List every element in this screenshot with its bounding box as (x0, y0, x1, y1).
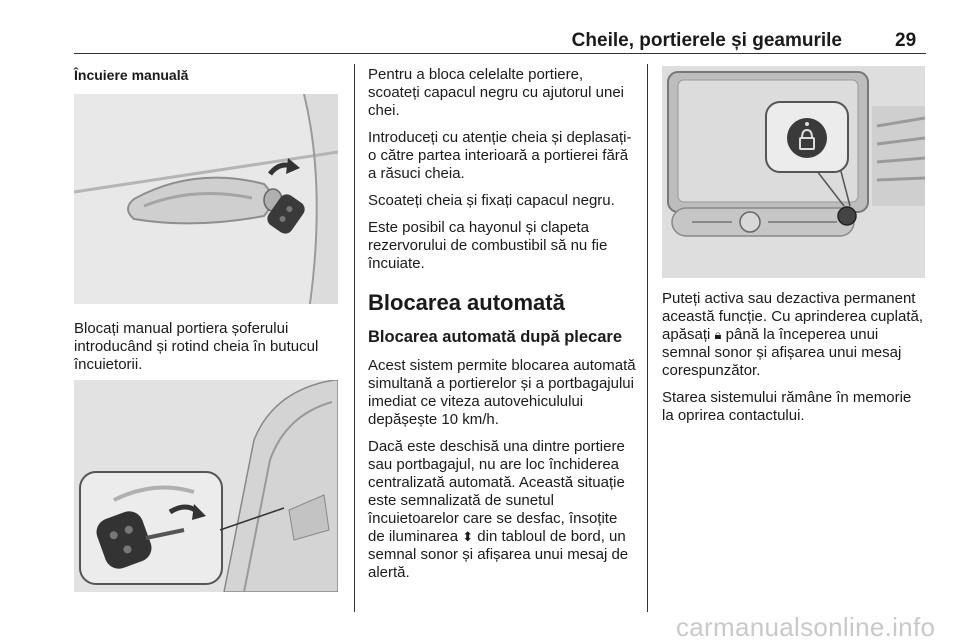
col2-paragraph-6-start: Dacă este deschisă una dintre portiere sau portbagajul, nu are loc închiderea centralizată automată. Această situație este semnalizată de sunetul încuietoarelor care se desfac, însoțite de iluminarea (368, 438, 625, 545)
manual-lock-instructions: Blocați manual portiera șoferului introducând și rotind cheia în butucul încuietorii. (74, 320, 319, 373)
col3-paragraph-2: Starea sistemului rămâne în memorie la oprirea contactului. (662, 389, 912, 424)
col2-paragraph-1: Pentru a bloca celelalte portiere, scoateți capacul negru cu ajutorul unei chei. (368, 66, 624, 119)
column-1-text (74, 320, 342, 383)
col2-paragraph-4: Este posibil ca hayonul și clapeta rezervorului de combustibil să nu fie încuiate. (368, 219, 608, 272)
section-title-auto-lock: Blocarea automată (368, 290, 565, 315)
door-lock-cylinder-illustration (74, 380, 338, 592)
header-divider (74, 53, 926, 54)
column-divider-2 (647, 64, 648, 612)
col3-paragraph-1 (662, 290, 927, 380)
col2-paragraph-3: Scoateți cheia și fixați capacul negru. (368, 192, 615, 209)
column-3 (662, 290, 927, 434)
manual-lock-heading: Încuiere manuală (74, 67, 189, 83)
col2-paragraph-6 (368, 438, 638, 582)
door-handle-key-illustration (74, 94, 338, 304)
col2-paragraph-2: Introduceți cu atenție cheia și deplasați-o către partea interioară a portierei fără a răsuci cheia. (368, 129, 632, 182)
col3-paragraph-1-start: Puteți activa sau dezactiva permanent această funcție. Cu aprinderea cuplată, apăsați (662, 290, 923, 343)
lock-icon: 🔒︎ (714, 327, 722, 342)
watermark-text: carmanualsonline.info (676, 612, 936, 642)
col3-paragraph-1-end: până la începerea unui semnal sonor și afișarea unui mesaj corespunzător. (662, 326, 902, 379)
column-2 (368, 66, 638, 591)
page-number: 29 (895, 30, 917, 51)
page-header-title: Cheile, portierele și geamurile (571, 30, 842, 51)
dashboard-lock-button-illustration (662, 66, 925, 278)
car-door-icon: ⬍ (462, 529, 474, 544)
subsection-title-auto-lock-after-drive: Blocarea automată după plecare (368, 328, 623, 346)
col2-paragraph-5: Acest sistem permite blocarea automată simultană a portierelor și a portbagajului imediat ce viteza autovehiculului depășește 10 km/h. (368, 357, 636, 428)
column-divider-1 (354, 64, 355, 612)
col2-paragraph-6-end: din tabloul de bord, un semnal sonor și afișarea unui mesaj de alertă. (368, 528, 629, 581)
